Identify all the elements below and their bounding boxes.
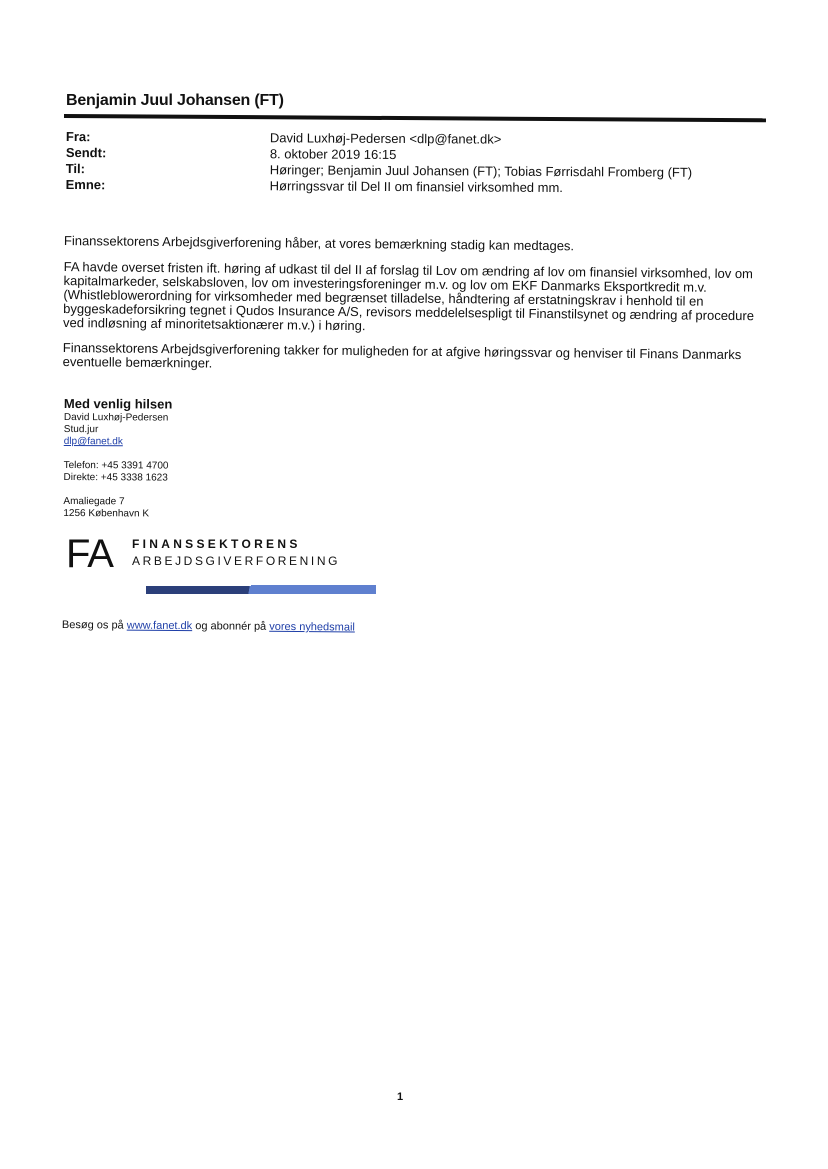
document-title: Benjamin Juul Johansen (FT) xyxy=(66,92,284,109)
fa-logo-line2: ARBEJDSGIVERFORENING xyxy=(132,554,341,568)
header-label-to: Til: xyxy=(65,160,86,177)
header-value-sent: 8. oktober 2019 16:15 xyxy=(269,146,397,163)
signature-email-link[interactable]: dlp@fanet.dk xyxy=(63,435,123,448)
page-number: 1 xyxy=(397,1091,404,1103)
header-value-from: David Luxhøj-Pedersen <dlp@fanet.dk> xyxy=(269,130,502,147)
signature-greeting: Med venlig hilsen xyxy=(63,396,173,412)
body-paragraph-1: Finanssektorens Arbejdsgiverforening håber, at vores bemærkning stadig kan medtages. xyxy=(63,233,575,254)
header-value-to: Høringer; Benjamin Juul Johansen (FT); Tobias Førrisdahl Fromberg (FT) xyxy=(269,162,693,180)
footer-middle: og abonnér på xyxy=(195,620,267,633)
signature-name: David Luxhøj-Pedersen xyxy=(63,411,169,424)
email-header xyxy=(66,129,766,197)
header-row-subject xyxy=(66,177,766,197)
signature-phone: Telefon: +45 3391 4700 xyxy=(63,459,169,472)
fa-logo-line1: FINANSSEKTORENS xyxy=(132,537,301,551)
footer-prefix: Besøg os på xyxy=(61,619,124,632)
header-label-subject: Emne: xyxy=(65,176,106,193)
fa-logo-bar-light xyxy=(251,585,376,594)
signature-role: Stud.jur xyxy=(63,423,99,436)
header-label-sent: Sendt: xyxy=(65,144,107,161)
signature-direct-phone: Direkte: +45 3338 1623 xyxy=(63,471,168,484)
footer-line xyxy=(62,619,355,634)
header-label-from: Fra: xyxy=(65,129,91,145)
footer-newsletter-link[interactable]: vores nyhedsmail xyxy=(269,620,355,634)
body-paragraph-3: Finanssektorens Arbejdsgiverforening takker for muligheden for at afgive høringssvar og henviser til Finans Danmarks eventuelle bemærkninger. xyxy=(62,339,742,371)
fa-logo xyxy=(66,534,386,604)
footer-site-link[interactable]: www.fanet.dk xyxy=(126,619,193,633)
body-paragraph-2: FA havde overset fristen ift. høring af udkast til del II af forslag til Lov om ændring af lov om finansiel virksomhed, lov om kapitalmarkeder, selskabsloven, lov om investeringsforeninger m.v. og lov om EKF Danmarks Eksportkredit m.v. (Whistleblowerordning for virksomheder med begrænset tilladelse, håndtering af erstatningskrav i henhold til en byggeskadeforsikring tegnet i Qudos Insurance A/S, revisors meddelelsespligt til Finanstilsynet og ændring af procedure ved indløsning af minoritetsaktionærer m.v.) i høring. xyxy=(62,258,755,334)
signature-city: 1256 København K xyxy=(63,507,150,520)
signature-block xyxy=(63,396,394,522)
signature-street: Amaliegade 7 xyxy=(63,495,125,508)
fa-logo-mark: FA xyxy=(66,532,113,576)
title-rule xyxy=(64,114,766,122)
email-body xyxy=(62,234,763,387)
header-value-subject: Hørringssvar til Del II om finansiel virksomhed mm. xyxy=(269,178,563,196)
